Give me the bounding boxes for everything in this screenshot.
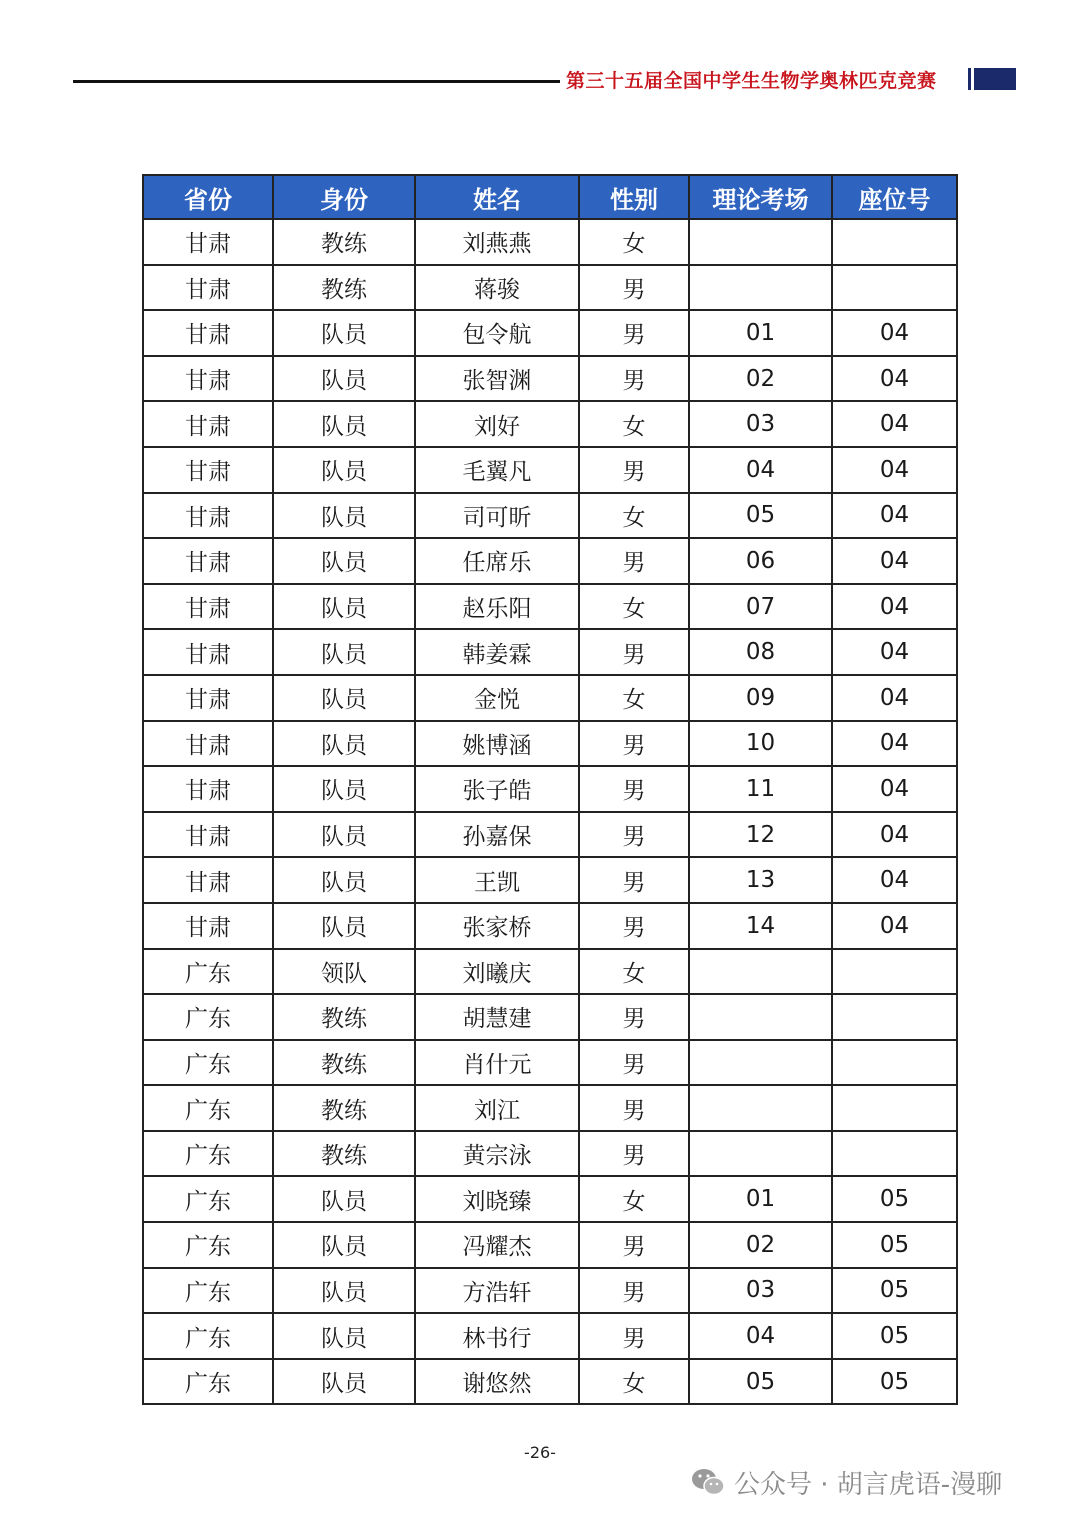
table-cell: 队员 <box>273 1313 415 1359</box>
table-cell: 05 <box>832 1359 957 1405</box>
table-cell: 男 <box>579 1040 689 1086</box>
table-cell: 甘肃 <box>143 721 273 767</box>
table-cell: 队员 <box>273 310 415 356</box>
table-cell: 方浩轩 <box>415 1268 579 1314</box>
header-title: 第三十五届全国中学生生物学奥林匹克竞赛 <box>566 70 937 92</box>
table-cell: 王凯 <box>415 857 579 903</box>
wechat-icon <box>690 1467 726 1497</box>
page-number: -26- <box>524 1443 556 1462</box>
table-cell: 04 <box>832 857 957 903</box>
table-cell: 04 <box>832 629 957 675</box>
table-cell: 刘燕燕 <box>415 219 579 265</box>
table-row <box>143 356 957 402</box>
table-cell: 男 <box>579 903 689 949</box>
table-cell: 广东 <box>143 1085 273 1131</box>
table-cell: 06 <box>689 538 832 584</box>
table-cell: 教练 <box>273 1040 415 1086</box>
table-row <box>143 903 957 949</box>
table-header-row <box>143 175 957 219</box>
table-cell: 男 <box>579 994 689 1040</box>
table-cell: 甘肃 <box>143 766 273 812</box>
table-cell: 男 <box>579 1085 689 1131</box>
table-cell: 广东 <box>143 1222 273 1268</box>
header-rule <box>73 80 560 83</box>
table-cell <box>832 949 957 995</box>
table-cell: 林书行 <box>415 1313 579 1359</box>
table-cell: 广东 <box>143 1268 273 1314</box>
table-cell: 刘晓臻 <box>415 1176 579 1222</box>
table-cell: 04 <box>832 903 957 949</box>
table-row <box>143 1359 957 1405</box>
table-cell: 谢悠然 <box>415 1359 579 1405</box>
table-row <box>143 721 957 767</box>
table-cell: 姚博涵 <box>415 721 579 767</box>
table-row <box>143 1268 957 1314</box>
table-cell: 队员 <box>273 447 415 493</box>
table-cell: 广东 <box>143 949 273 995</box>
table-row <box>143 949 957 995</box>
table-cell: 男 <box>579 629 689 675</box>
table-cell: 甘肃 <box>143 356 273 402</box>
table-row <box>143 447 957 493</box>
table-cell: 04 <box>832 538 957 584</box>
table-cell: 甘肃 <box>143 219 273 265</box>
table-cell: 男 <box>579 857 689 903</box>
table-cell: 队员 <box>273 1359 415 1405</box>
table-cell: 04 <box>689 1313 832 1359</box>
table-cell: 黄宗泳 <box>415 1131 579 1177</box>
table-cell: 女 <box>579 949 689 995</box>
table-cell: 05 <box>832 1176 957 1222</box>
table-row <box>143 401 957 447</box>
watermark <box>690 1462 1002 1502</box>
table-cell: 韩姜霖 <box>415 629 579 675</box>
table-cell: 领队 <box>273 949 415 995</box>
table-cell: 女 <box>579 401 689 447</box>
table-cell: 04 <box>832 493 957 539</box>
table-cell: 05 <box>689 493 832 539</box>
table-cell: 04 <box>832 310 957 356</box>
table-cell: 教练 <box>273 1085 415 1131</box>
header-mark-thin-bar <box>968 68 971 90</box>
table-cell: 01 <box>689 310 832 356</box>
roster-table <box>142 174 958 1405</box>
table-cell: 张智渊 <box>415 356 579 402</box>
table-cell: 甘肃 <box>143 265 273 311</box>
table-cell: 甘肃 <box>143 629 273 675</box>
table-cell: 甘肃 <box>143 903 273 949</box>
table-cell: 刘江 <box>415 1085 579 1131</box>
roster-table-header <box>143 175 957 219</box>
table-cell: 男 <box>579 812 689 858</box>
table-cell: 女 <box>579 584 689 630</box>
table-cell: 男 <box>579 356 689 402</box>
table-cell <box>689 1040 832 1086</box>
table-row <box>143 493 957 539</box>
table-cell: 甘肃 <box>143 584 273 630</box>
table-cell: 金悦 <box>415 675 579 721</box>
column-header: 姓名 <box>415 175 579 219</box>
table-cell: 男 <box>579 721 689 767</box>
table-row <box>143 1313 957 1359</box>
table-cell <box>832 265 957 311</box>
table-row <box>143 1222 957 1268</box>
table-cell: 广东 <box>143 1176 273 1222</box>
table-cell: 队员 <box>273 493 415 539</box>
table-row <box>143 994 957 1040</box>
table-row <box>143 629 957 675</box>
table-cell: 张家桥 <box>415 903 579 949</box>
table-cell: 队员 <box>273 1268 415 1314</box>
table-cell: 队员 <box>273 629 415 675</box>
table-cell <box>689 1131 832 1177</box>
header-mark-thick-bar <box>974 68 1016 90</box>
table-cell: 男 <box>579 538 689 584</box>
table-cell: 甘肃 <box>143 538 273 584</box>
table-row <box>143 1131 957 1177</box>
table-cell <box>832 994 957 1040</box>
table-cell <box>832 1085 957 1131</box>
table-cell: 09 <box>689 675 832 721</box>
table-cell: 队员 <box>273 1176 415 1222</box>
table-cell: 广东 <box>143 1040 273 1086</box>
table-cell: 05 <box>689 1359 832 1405</box>
table-row <box>143 584 957 630</box>
table-cell: 男 <box>579 1268 689 1314</box>
table-cell: 14 <box>689 903 832 949</box>
table-cell: 04 <box>832 675 957 721</box>
table-cell: 男 <box>579 265 689 311</box>
table-cell: 13 <box>689 857 832 903</box>
table-cell: 广东 <box>143 1359 273 1405</box>
table-cell: 教练 <box>273 994 415 1040</box>
table-cell: 广东 <box>143 1131 273 1177</box>
table-cell: 女 <box>579 493 689 539</box>
table-cell: 12 <box>689 812 832 858</box>
table-row <box>143 310 957 356</box>
table-cell: 10 <box>689 721 832 767</box>
table-cell: 04 <box>832 447 957 493</box>
table-cell: 蒋骏 <box>415 265 579 311</box>
table-row <box>143 812 957 858</box>
table-cell <box>832 1040 957 1086</box>
table-cell: 05 <box>832 1222 957 1268</box>
table-cell: 男 <box>579 310 689 356</box>
table-row <box>143 265 957 311</box>
table-cell: 04 <box>832 584 957 630</box>
table-cell: 司可昕 <box>415 493 579 539</box>
table-cell <box>689 1085 832 1131</box>
table-cell: 07 <box>689 584 832 630</box>
header-mark <box>968 68 1016 90</box>
table-cell: 赵乐阳 <box>415 584 579 630</box>
table-cell: 教练 <box>273 219 415 265</box>
table-cell: 队员 <box>273 1222 415 1268</box>
table-cell: 队员 <box>273 401 415 447</box>
table-cell: 甘肃 <box>143 857 273 903</box>
table-cell <box>689 994 832 1040</box>
table-cell: 刘好 <box>415 401 579 447</box>
table-cell: 队员 <box>273 903 415 949</box>
table-cell: 队员 <box>273 356 415 402</box>
table-cell: 甘肃 <box>143 447 273 493</box>
table-cell: 甘肃 <box>143 675 273 721</box>
table-cell: 11 <box>689 766 832 812</box>
column-header: 座位号 <box>832 175 957 219</box>
table-cell: 甘肃 <box>143 493 273 539</box>
watermark-text: 公众号 · 胡言虎语-漫聊 <box>734 1469 1003 1500</box>
table-row <box>143 675 957 721</box>
column-header: 性别 <box>579 175 689 219</box>
table-cell: 张子皓 <box>415 766 579 812</box>
table-cell: 04 <box>689 447 832 493</box>
table-cell: 毛翼凡 <box>415 447 579 493</box>
table-row <box>143 1040 957 1086</box>
table-cell <box>689 265 832 311</box>
table-row <box>143 219 957 265</box>
table-row <box>143 766 957 812</box>
table-cell: 队员 <box>273 721 415 767</box>
table-cell: 05 <box>832 1313 957 1359</box>
table-cell <box>832 1131 957 1177</box>
table-cell: 队员 <box>273 857 415 903</box>
table-cell: 队员 <box>273 766 415 812</box>
table-row <box>143 857 957 903</box>
table-cell: 包令航 <box>415 310 579 356</box>
table-cell: 广东 <box>143 1313 273 1359</box>
roster-table-body <box>143 219 957 1404</box>
table-cell: 04 <box>832 721 957 767</box>
table-cell <box>832 219 957 265</box>
column-header: 理论考场 <box>689 175 832 219</box>
table-cell: 刘曦庆 <box>415 949 579 995</box>
table-cell: 队员 <box>273 812 415 858</box>
table-cell: 05 <box>832 1268 957 1314</box>
table-cell: 教练 <box>273 265 415 311</box>
column-header: 身份 <box>273 175 415 219</box>
table-cell: 男 <box>579 1313 689 1359</box>
table-cell: 男 <box>579 1131 689 1177</box>
table-cell: 04 <box>832 401 957 447</box>
table-row <box>143 1176 957 1222</box>
table-cell: 04 <box>832 356 957 402</box>
table-cell: 女 <box>579 1176 689 1222</box>
table-cell <box>689 219 832 265</box>
table-cell: 男 <box>579 447 689 493</box>
table-cell <box>689 949 832 995</box>
table-cell: 男 <box>579 1222 689 1268</box>
table-cell: 甘肃 <box>143 812 273 858</box>
column-header: 省份 <box>143 175 273 219</box>
table-cell: 胡慧建 <box>415 994 579 1040</box>
table-cell: 08 <box>689 629 832 675</box>
table-cell: 女 <box>579 219 689 265</box>
table-cell: 肖什元 <box>415 1040 579 1086</box>
table-cell: 队员 <box>273 584 415 630</box>
table-cell: 队员 <box>273 675 415 721</box>
table-cell: 03 <box>689 401 832 447</box>
table-cell: 教练 <box>273 1131 415 1177</box>
table-cell: 甘肃 <box>143 310 273 356</box>
table-row <box>143 538 957 584</box>
table-cell: 01 <box>689 1176 832 1222</box>
table-cell: 广东 <box>143 994 273 1040</box>
table-row <box>143 1085 957 1131</box>
table-cell: 02 <box>689 1222 832 1268</box>
table-cell: 04 <box>832 766 957 812</box>
table-cell: 冯耀杰 <box>415 1222 579 1268</box>
table-cell: 甘肃 <box>143 401 273 447</box>
table-cell: 03 <box>689 1268 832 1314</box>
table-cell: 04 <box>832 812 957 858</box>
table-cell: 女 <box>579 1359 689 1405</box>
table-cell: 男 <box>579 766 689 812</box>
table-cell: 队员 <box>273 538 415 584</box>
table-cell: 02 <box>689 356 832 402</box>
table-cell: 女 <box>579 675 689 721</box>
table-cell: 任席乐 <box>415 538 579 584</box>
table-cell: 孙嘉保 <box>415 812 579 858</box>
